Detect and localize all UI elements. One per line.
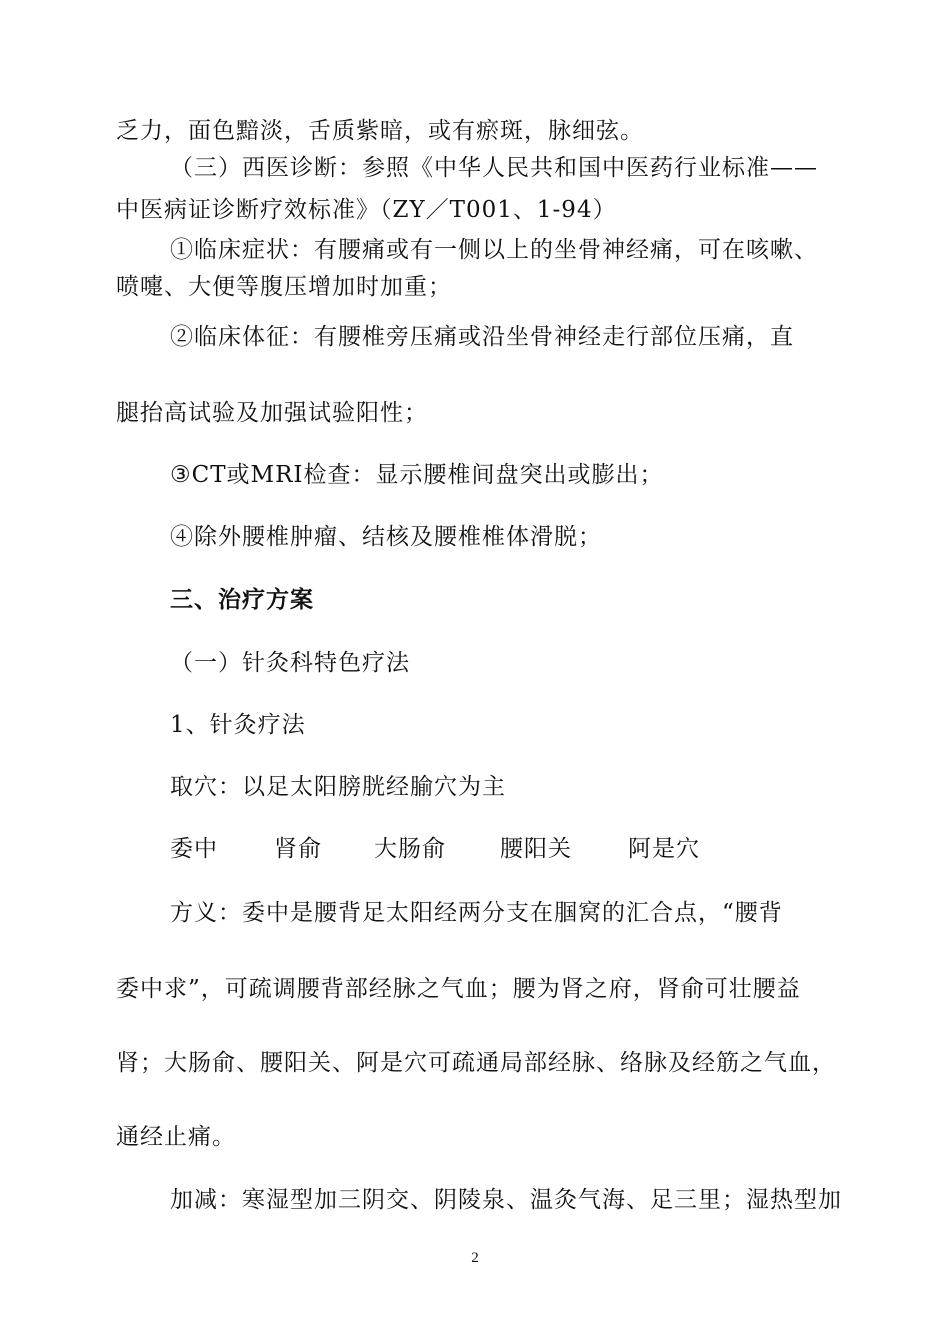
text-line: 喷嚏、大便等腹压增加时加重； [116,274,452,300]
acupoint-item: 肾俞 [274,836,322,862]
page-number: 2 [471,1250,479,1266]
text-line: 通经止痛。 [116,1124,236,1150]
acupoint-item: 阿是穴 [628,836,700,862]
text-line: ②临床体征：有腰椎旁压痛或沿坐骨神经走行部位压痛，直 [170,324,794,350]
acupoint-item: 大肠俞 [374,836,446,862]
text-line: 方义：委中是腰背足太阳经两分支在腘窝的汇合点，“腰背 [170,900,783,926]
text-line: 乏力，面色黯淡，舌质紫暗，或有瘀斑，脉细弦。 [116,118,644,144]
text-line: 中医病证诊断疗效标准》（ZY／T001、1-94） [116,197,617,223]
text-line: 委中求”，可疏调腰背部经脉之气血；腰为肾之府，肾俞可壮腰益 [116,976,801,1002]
acupoint-item: 委中 [170,836,218,862]
text-line: ①临床症状：有腰痛或有一侧以上的坐骨神经痛，可在咳嗽、 [170,237,818,263]
acupoint-list [170,834,890,864]
sub-heading: 1、针灸疗法 [170,712,306,738]
text-line: 加减：寒湿型加三阴交、阴陵泉、温灸气海、足三里；湿热型加 [170,1187,842,1213]
text-line: ③CT或MRI检查：显示腰椎间盘突出或膨出； [170,462,664,488]
text-line: 腿抬高试验及加强试验阳性； [116,400,428,426]
sub-heading: （一）针灸科特色疗法 [170,650,410,676]
text-line: 取穴：以足太阳膀胱经腧穴为主 [170,774,506,800]
text-line: （三）西医诊断：参照《中华人民共和国中医药行业标准—— [170,155,818,181]
text-line: ④除外腰椎肿瘤、结核及腰椎椎体滑脱； [170,524,602,550]
text-line: 肾；大肠俞、腰阳关、阿是穴可疏通局部经脉、络脉及经筋之气血， [116,1050,836,1076]
section-heading: 三、治疗方案 [170,586,314,613]
acupoint-item: 腰阳关 [500,836,572,862]
